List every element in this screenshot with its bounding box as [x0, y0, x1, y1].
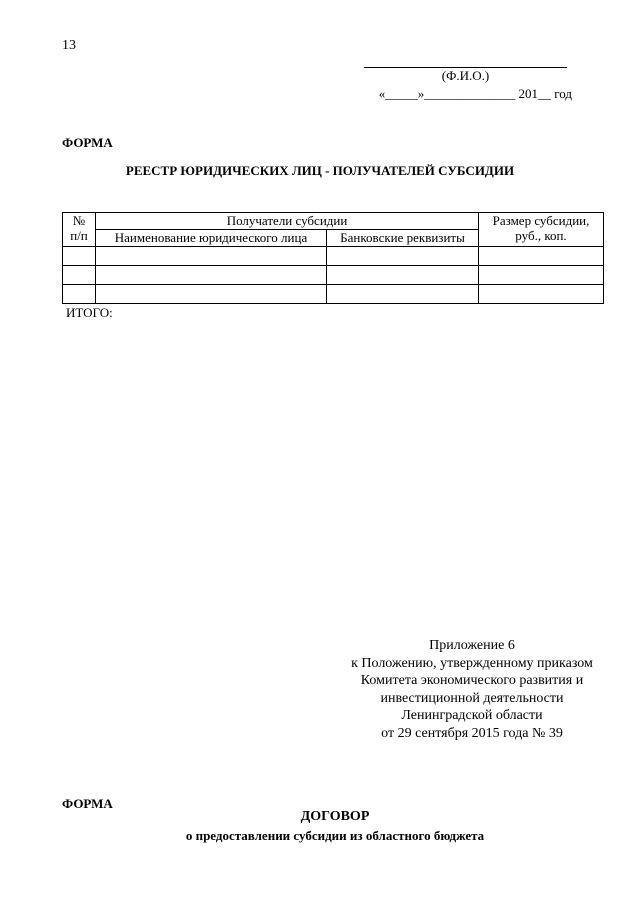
appendix-line: Приложение 6	[429, 638, 515, 653]
appendix-line: Комитета экономического развития и	[360, 673, 584, 688]
header-amount-line1: Размер субсидии,	[492, 213, 590, 228]
cell-bank-details	[327, 285, 479, 304]
header-number-line2: п/п	[70, 228, 88, 243]
table-row	[63, 266, 604, 285]
appendix-line: Ленинградской области	[401, 708, 543, 723]
cell-number	[63, 266, 96, 285]
registry-table	[62, 212, 604, 304]
total-label: ИТОГО:	[66, 305, 113, 320]
fio-caption: (Ф.И.О.)	[441, 68, 490, 83]
table-row	[63, 247, 604, 266]
cell-bank-details	[327, 247, 479, 266]
cell-amount	[479, 285, 604, 304]
cell-legal-entity-name	[96, 247, 327, 266]
date-line: «_____»______________ 201__ год	[378, 86, 572, 101]
contract-subtitle: о предоставлении субсидии из областного бюджета	[185, 828, 485, 843]
cell-legal-entity-name	[96, 285, 327, 304]
cell-number	[63, 285, 96, 304]
header-number	[63, 213, 96, 247]
header-bank-details: Банковские реквизиты	[327, 230, 479, 247]
registry-form-label: ФОРМА	[62, 135, 113, 150]
header-amount	[479, 213, 604, 247]
header-number-line1: №	[72, 213, 86, 228]
appendix-block	[320, 637, 624, 742]
header-legal-entity-name: Наименование юридического лица	[96, 230, 327, 247]
page-number: 13	[62, 38, 76, 53]
table-header-row	[63, 213, 604, 230]
table-row	[63, 285, 604, 304]
cell-legal-entity-name	[96, 266, 327, 285]
cell-amount	[479, 247, 604, 266]
contract-title: ДОГОВОР	[300, 809, 370, 824]
cell-amount	[479, 266, 604, 285]
contract-form-label: ФОРМА	[62, 796, 113, 811]
appendix-line: к Положению, утвержденному приказом	[351, 655, 593, 671]
cell-number	[63, 247, 96, 266]
cell-bank-details	[327, 266, 479, 285]
header-amount-line2: руб., коп.	[515, 228, 567, 243]
appendix-line: от 29 сентября 2015 года № 39	[381, 725, 563, 741]
header-recipients: Получатели субсидии	[96, 213, 479, 230]
registry-title: РЕЕСТР ЮРИДИЧЕСКИХ ЛИЦ - ПОЛУЧАТЕЛЕЙ СУБСИДИИ	[125, 163, 515, 178]
appendix-line: инвестиционной деятельности	[380, 690, 564, 706]
